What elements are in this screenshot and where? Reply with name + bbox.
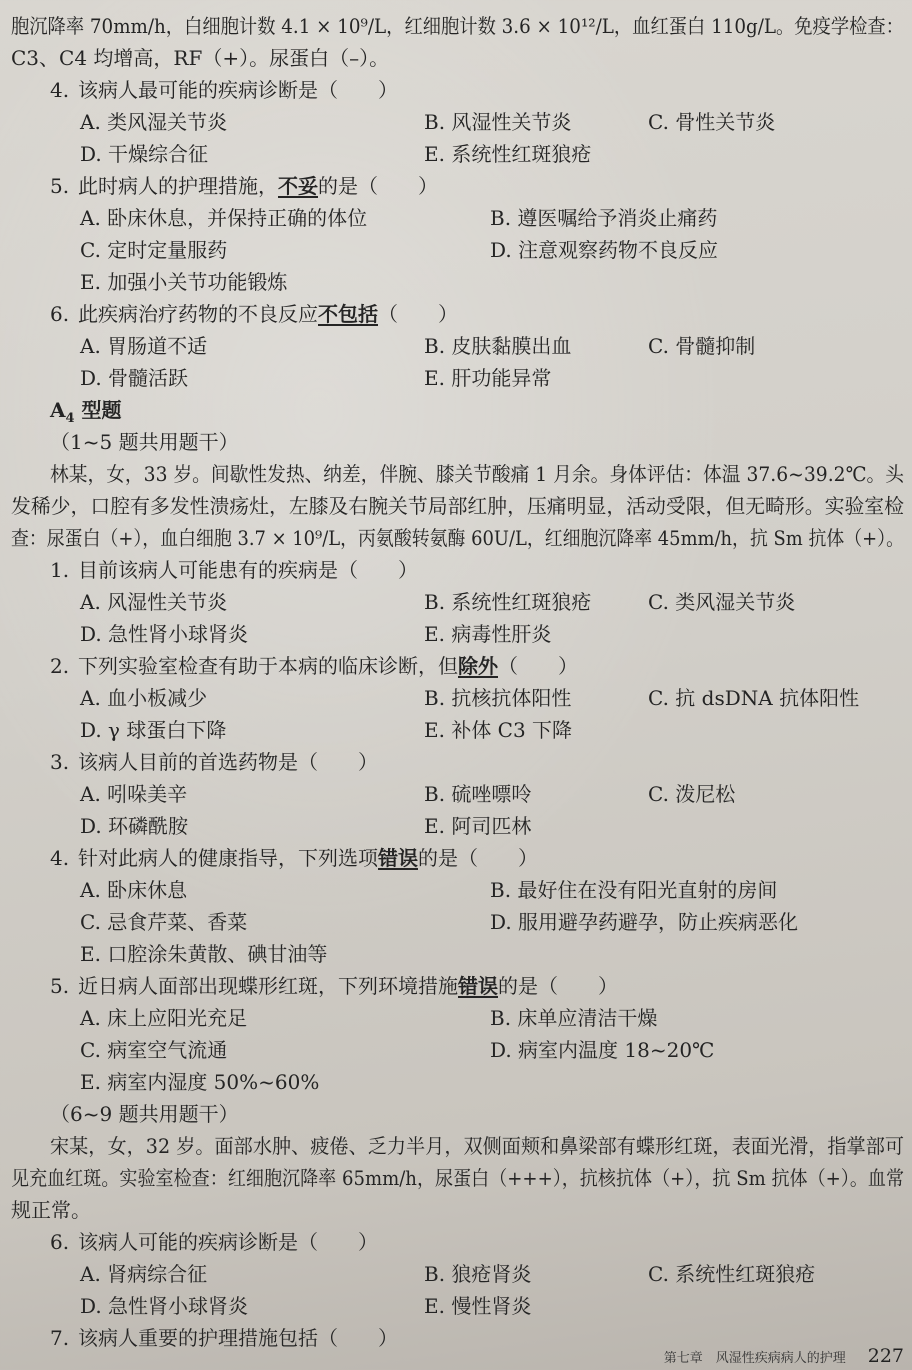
textbook-page (0, 10, 912, 1354)
emphasized-keyword: 不包括 (318, 302, 378, 326)
option-a: A. 风湿性关节炎 (80, 590, 228, 614)
emphasized-keyword: 不妥 (278, 174, 318, 198)
shared-stem-label-line (0, 1098, 912, 1130)
case-text-line (0, 522, 912, 554)
emphasized-keyword: 错误 (378, 846, 418, 870)
option-e: E. 慢性肾炎 (424, 1294, 532, 1318)
option-a: A. 肾病综合征 (80, 1262, 208, 1286)
case-text-line (0, 1130, 912, 1162)
question-text-end: （ ） (498, 654, 578, 678)
question-text-end: （ ） (378, 302, 458, 326)
options-row (0, 1290, 912, 1322)
question-text-end: 的是（ ） (418, 846, 538, 870)
options-row (0, 330, 912, 362)
question-text: 此时病人的护理措施， (78, 174, 278, 198)
question-stem (50, 298, 458, 330)
option-c: C. 骨髓抑制 (648, 334, 756, 358)
question-number: 6. (50, 1230, 70, 1254)
option-d: D. 环磷酰胺 (80, 814, 189, 838)
question-text: 目前该病人可能患有的疾病是（ ） (78, 558, 418, 582)
option-b: B. 硫唑嘌呤 (424, 782, 532, 806)
option-a: A. 卧床休息 (80, 878, 188, 902)
option-b: B. 皮肤黏膜出血 (424, 334, 572, 358)
question-number: 6. (50, 302, 70, 326)
case-text: 发稀少，口腔有多发性溃疡灶，左膝及右腕关节局部红肿，压痛明显，活动受限，但无畸形。实验室检 (11, 494, 904, 518)
option-c: C. 定时定量服药 (80, 238, 228, 262)
question-stem (50, 74, 398, 106)
question-line (0, 650, 912, 682)
option-d: D. 干燥综合征 (80, 142, 209, 166)
question-number: 3. (50, 750, 70, 774)
option-d: D. 服用避孕药避孕，防止疾病恶化 (490, 910, 799, 934)
option-c: C. 泼尼松 (648, 782, 736, 806)
option-e: E. 系统性红斑狼疮 (424, 142, 592, 166)
case-text: 见充血红斑。实验室检查：红细胞沉降率 65mm/h，尿蛋白（+++），抗核抗体（+），抗 Sm 抗体（+）。血常 (11, 1166, 905, 1190)
question-number: 7. (50, 1326, 70, 1350)
option-a: A. 吲哚美辛 (80, 782, 188, 806)
shared-stem-label: （6~9 题共用题干） (50, 1102, 239, 1126)
option-d: D. 病室内温度 18~20℃ (490, 1038, 715, 1062)
options-row (0, 938, 912, 970)
question-line (0, 1226, 912, 1258)
question-line (0, 170, 912, 202)
question-line (0, 298, 912, 330)
option-b: B. 系统性红斑狼疮 (424, 590, 592, 614)
question-line (0, 970, 912, 1002)
case-text-line (0, 1194, 912, 1226)
case-continuation-text: 胞沉降率 70mm/h，白细胞计数 4.1 × 10⁹/L，红细胞计数 3.6 × 10¹²/L，血红蛋白 110g/L。免疫学检查： (11, 14, 904, 38)
case-text-line (0, 490, 912, 522)
question-line (0, 554, 912, 586)
option-c: C. 病室空气流通 (80, 1038, 228, 1062)
question-text-end: 的是（ ） (318, 174, 438, 198)
options-row (0, 106, 912, 138)
text-line (0, 10, 912, 42)
question-number: 5. (50, 174, 70, 198)
options-row (0, 906, 912, 938)
shared-stem-label-line (0, 426, 912, 458)
option-e: E. 肝功能异常 (424, 366, 552, 390)
chapter-title: 第七章 风湿性疾病病人的护理 (663, 1351, 846, 1366)
heading-text: 型题 (81, 398, 122, 422)
question-line (0, 746, 912, 778)
question-stem (50, 170, 438, 202)
option-e: E. 病室内湿度 50%~60% (80, 1070, 320, 1094)
option-d: D. 注意观察药物不良反应 (490, 238, 719, 262)
option-c: C. 抗 dsDNA 抗体阳性 (648, 686, 860, 710)
options-row (0, 266, 912, 298)
options-row (0, 874, 912, 906)
emphasized-keyword: 除外 (458, 654, 498, 678)
case-text: 宋某，女，32 岁。面部水肿、疲倦、乏力半月，双侧面颊和鼻梁部有蝶形红斑，表面光滑，指掌部可 (50, 1134, 904, 1158)
options-row (0, 618, 912, 650)
options-row (0, 1034, 912, 1066)
question-stem (50, 1322, 398, 1354)
case-continuation-text: C3、C4 均增高，RF（+）。尿蛋白（–）。 (11, 46, 390, 70)
option-c: C. 类风湿关节炎 (648, 590, 796, 614)
text-line (0, 42, 912, 74)
case-text-line (0, 1162, 912, 1194)
options-row (0, 1258, 912, 1290)
option-e: E. 阿司匹林 (424, 814, 532, 838)
question-text: 该病人可能的疾病诊断是（ ） (78, 1230, 378, 1254)
option-e: E. 加强小关节功能锻炼 (80, 270, 288, 294)
case-text: 查：尿蛋白（+），血白细胞 3.7 × 10⁹/L，丙氨酸转氨酶 60U/L，红细胞沉降率 45mm/h，抗 Sm 抗体（+）。 (11, 526, 904, 550)
question-text: 近日病人面部出现蝶形红斑，下列环境措施 (78, 974, 458, 998)
option-c: C. 忌食芹菜、香菜 (80, 910, 248, 934)
question-text: 此疾病治疗药物的不良反应 (78, 302, 318, 326)
shared-stem-label: （1~5 题共用题干） (50, 430, 239, 454)
question-stem (50, 554, 418, 586)
option-d: D. 急性肾小球肾炎 (80, 622, 249, 646)
question-stem (50, 650, 578, 682)
question-line (0, 842, 912, 874)
option-b: B. 床单应清洁干燥 (490, 1006, 658, 1030)
options-row (0, 362, 912, 394)
option-a: A. 床上应阳光充足 (80, 1006, 248, 1030)
option-e: E. 补体 C3 下降 (424, 718, 573, 742)
option-b: B. 狼疮肾炎 (424, 1262, 532, 1286)
page-number: 227 (867, 1345, 904, 1367)
case-text: 规正常。 (11, 1198, 91, 1222)
case-text: 林某，女，33 岁。间歇性发热、纳差，伴腕、膝关节酸痛 1 月余。身体评估：体温 37.6~39.2℃。头 (50, 462, 904, 486)
section-heading (50, 394, 122, 426)
option-a: A. 胃肠道不适 (80, 334, 208, 358)
question-number: 2. (50, 654, 70, 678)
option-d: D. γ 球蛋白下降 (80, 718, 227, 742)
options-row (0, 1002, 912, 1034)
question-stem (50, 970, 618, 1002)
options-row (0, 682, 912, 714)
option-a: A. 血小板减少 (80, 686, 208, 710)
question-text: 该病人目前的首选药物是（ ） (78, 750, 378, 774)
question-text: 该病人重要的护理措施包括（ ） (78, 1326, 398, 1350)
case-text-line (0, 458, 912, 490)
option-b: B. 抗核抗体阳性 (424, 686, 572, 710)
options-row (0, 138, 912, 170)
options-row (0, 778, 912, 810)
question-stem (50, 746, 378, 778)
option-b: B. 遵医嘱给予消炎止痛药 (490, 206, 718, 230)
heading-subscript: 4 (65, 411, 75, 426)
option-a: A. 卧床休息，并保持正确的体位 (80, 206, 368, 230)
question-number: 5. (50, 974, 70, 998)
option-e: E. 口腔涂朱黄散、碘甘油等 (80, 942, 328, 966)
question-stem (50, 1226, 378, 1258)
section-heading-line (0, 394, 912, 426)
heading-letter: A (50, 398, 66, 422)
question-text: 下列实验室检查有助于本病的临床诊断，但 (78, 654, 458, 678)
options-row (0, 234, 912, 266)
question-number: 4. (50, 78, 70, 102)
question-line (0, 74, 912, 106)
options-row (0, 714, 912, 746)
question-text-end: 的是（ ） (498, 974, 618, 998)
question-text: 该病人最可能的疾病诊断是（ ） (78, 78, 398, 102)
option-a: A. 类风湿关节炎 (80, 110, 228, 134)
question-text: 针对此病人的健康指导，下列选项 (78, 846, 378, 870)
emphasized-keyword: 错误 (458, 974, 498, 998)
options-row (0, 202, 912, 234)
option-b: B. 风湿性关节炎 (424, 110, 572, 134)
option-c: C. 骨性关节炎 (648, 110, 776, 134)
question-number: 1. (50, 558, 70, 582)
option-d: D. 骨髓活跃 (80, 366, 189, 390)
option-c: C. 系统性红斑狼疮 (648, 1262, 816, 1286)
options-row (0, 586, 912, 618)
question-number: 4. (50, 846, 70, 870)
option-e: E. 病毒性肝炎 (424, 622, 552, 646)
option-d: D. 急性肾小球肾炎 (80, 1294, 249, 1318)
options-row (0, 810, 912, 842)
question-stem (50, 842, 538, 874)
page-footer (664, 1345, 904, 1367)
options-row (0, 1066, 912, 1098)
option-b: B. 最好住在没有阳光直射的房间 (490, 878, 778, 902)
